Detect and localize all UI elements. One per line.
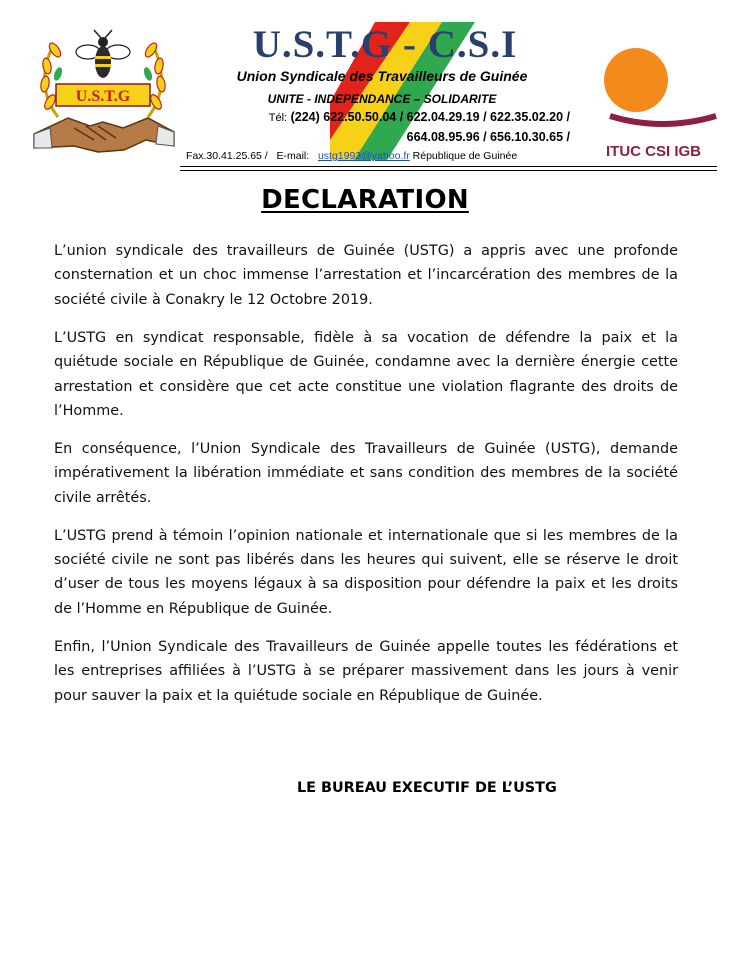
document-body (54, 239, 678, 721)
document-heading: DECLARATION (261, 185, 469, 215)
paragraph: En conséquence, l’Union Syndicale des Travailleurs de Guinée (USTG), demande impérativement la libération immédiate et sans condition des membres de la société civile arrêtés. (54, 440, 678, 506)
signature: LE BUREAU EXECUTIF DE L’USTG (297, 780, 557, 796)
ituc-emblem-icon (598, 38, 723, 168)
ustg-logo (28, 22, 178, 162)
header-title: U.S.T.G - C.S.I (252, 23, 518, 66)
svg-text:ITUC CSI IGB: ITUC CSI IGB (606, 143, 702, 160)
paragraph: L’USTG en syndicat responsable, fidèle à sa vocation de défendre la paix et la quiétude sociale en République de Guinée, condamne avec la dernière énergie cette arrestation et considère que cet acte constitue une violation flagrante des droits de l’Homme. (54, 329, 678, 419)
country-name: République de Guinée (412, 150, 518, 162)
tel-line-1: (224) 622.50.50.04 / 622.04.29.19 / 622.35.02.20 / (290, 110, 570, 124)
paragraph: Enfin, l’Union Syndicale des Travailleurs de Guinée appelle toutes les fédérations et les entreprises affiliées à l’USTG à se préparer massivement dans les jours à venir pour sauver la paix et la quiétude sociale en République de Guinée. (54, 638, 678, 704)
organization-motto: UNITE - INDEPENDANCE – SOLIDARITE (267, 92, 497, 106)
email-link[interactable]: ustg1993@yahoo.fr (317, 150, 410, 162)
telephone-block (200, 108, 570, 147)
ustg-emblem-icon (28, 22, 178, 162)
email-label: E-mail: (276, 150, 310, 162)
header-divider-thin (180, 170, 717, 171)
header-divider-thick (180, 166, 717, 167)
fax-number: Fax.30.41.25.65 / (186, 150, 268, 162)
paragraph: L’USTG prend à témoin l’opinion nationale et internationale que si les membres de la société civile ne sont pas libérés dans les heures qui suivent, elle se réserve le droit d’user de tous les moyens légaux à sa disposition pour défendre la paix et les droits de l’Homme en République de Guinée. (54, 527, 678, 617)
svg-text:U.S.T.G: U.S.T.G (75, 88, 131, 105)
fax-email-line (186, 149, 586, 163)
tel-line-2: 664.08.95.96 / 656.10.30.65 / (406, 130, 570, 144)
organization-name: Union Syndicale des Travailleurs de Guinée (236, 68, 528, 84)
ituc-logo (598, 38, 723, 168)
paragraph: L’union syndicale des travailleurs de Guinée (USTG) a appris avec une profonde consternation et un choc immense l’arrestation et l’incarcération des membres de la société civile à Conakry le 12 Octobre 2019. (54, 243, 678, 308)
tel-label: Tél: (268, 112, 288, 124)
